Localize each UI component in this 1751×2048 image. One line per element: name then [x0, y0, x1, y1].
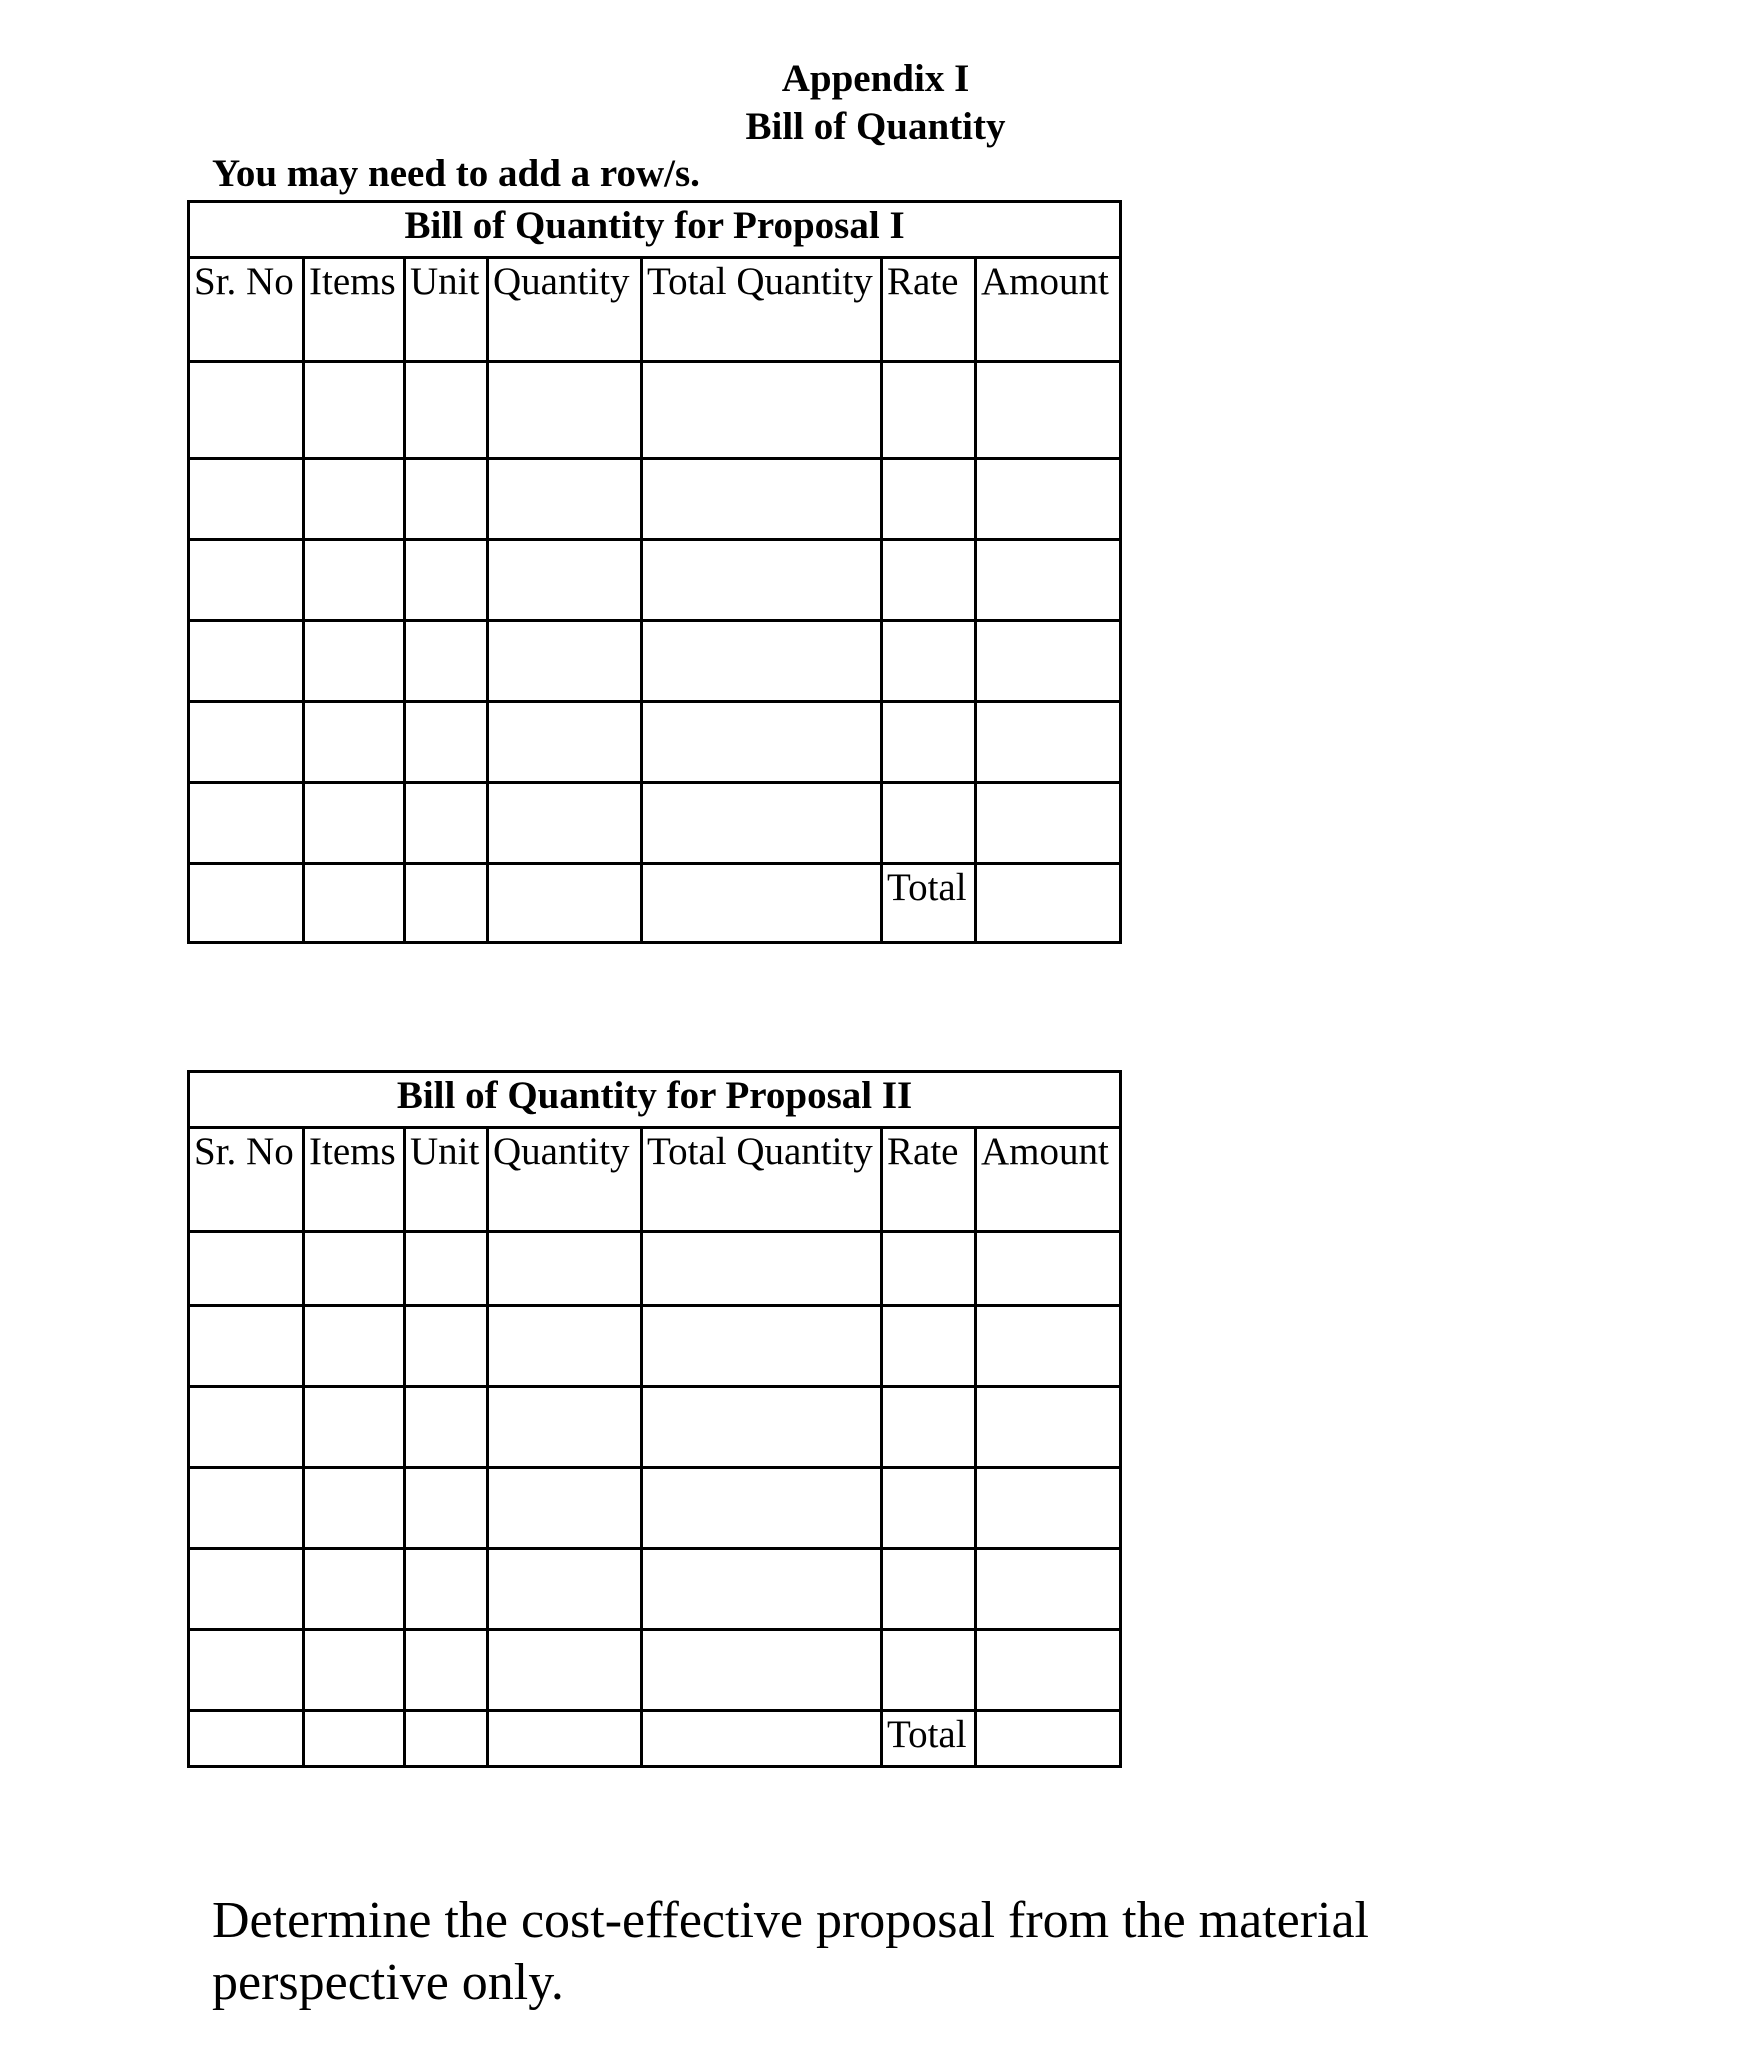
table-cell[interactable]: [405, 540, 488, 621]
table-cell[interactable]: [882, 459, 976, 540]
table-row: [189, 1549, 1121, 1630]
col-header-total-quantity: Total Quantity: [642, 1128, 882, 1232]
table-cell[interactable]: [882, 1306, 976, 1387]
table-cell[interactable]: [405, 1387, 488, 1468]
table-cell[interactable]: [488, 362, 642, 459]
table-cell[interactable]: [304, 1630, 405, 1711]
table-cell[interactable]: [488, 1549, 642, 1630]
table-cell[interactable]: [189, 362, 304, 459]
table-cell[interactable]: [882, 702, 976, 783]
table-cell[interactable]: [976, 1549, 1121, 1630]
table-cell[interactable]: [642, 1306, 882, 1387]
table-cell[interactable]: [304, 1232, 405, 1306]
table-caption: Bill of Quantity for Proposal II: [189, 1072, 1121, 1128]
table-cell[interactable]: [405, 1468, 488, 1549]
table-cell[interactable]: [642, 1549, 882, 1630]
table-row: [189, 459, 1121, 540]
table-row: [189, 783, 1121, 864]
table-cell[interactable]: [189, 783, 304, 864]
table-cell[interactable]: [976, 1387, 1121, 1468]
col-header-sr-no: Sr. No: [189, 1128, 304, 1232]
instruction-text: Determine the cost-effective proposal from the material perspective only.: [212, 1892, 1369, 2011]
table-cell[interactable]: [189, 1387, 304, 1468]
col-header-rate: Rate: [882, 1128, 976, 1232]
table-cell[interactable]: [488, 459, 642, 540]
table-row: [189, 702, 1121, 783]
col-header-amount: Amount: [976, 1128, 1121, 1232]
appendix-subtitle: Bill of Quantity: [745, 105, 1006, 148]
table-cell[interactable]: [405, 621, 488, 702]
table-cell[interactable]: [976, 702, 1121, 783]
table-cell[interactable]: [405, 1232, 488, 1306]
table-row: [189, 1468, 1121, 1549]
table-cell[interactable]: [488, 1387, 642, 1468]
table-cell[interactable]: [488, 1711, 642, 1767]
table-cell[interactable]: [488, 540, 642, 621]
table-cell[interactable]: [189, 459, 304, 540]
add-rows-note: You may need to add a row/s.: [212, 152, 700, 195]
col-header-unit: Unit: [405, 258, 488, 362]
table-cell[interactable]: [642, 540, 882, 621]
table-cell[interactable]: [405, 702, 488, 783]
col-header-unit: Unit: [405, 1128, 488, 1232]
col-header-items: Items: [304, 1128, 405, 1232]
table-cell[interactable]: [642, 1711, 882, 1767]
table-cell[interactable]: [304, 362, 405, 459]
col-header-amount: Amount: [976, 258, 1121, 362]
table-cell[interactable]: [304, 1387, 405, 1468]
table-cell[interactable]: [189, 864, 304, 943]
table-cell[interactable]: [189, 1306, 304, 1387]
table-row: [189, 540, 1121, 621]
table-cell[interactable]: [405, 459, 488, 540]
table-cell[interactable]: [304, 1711, 405, 1767]
table-cell[interactable]: [405, 1306, 488, 1387]
table-cell[interactable]: [882, 540, 976, 621]
table-row: [189, 1387, 1121, 1468]
table-cell[interactable]: [189, 540, 304, 621]
total-amount-cell[interactable]: [976, 1711, 1121, 1767]
table-cell[interactable]: [882, 1387, 976, 1468]
table-cell[interactable]: [642, 864, 882, 943]
table-cell[interactable]: [189, 1549, 304, 1630]
table-cell[interactable]: [304, 864, 405, 943]
table-cell[interactable]: [642, 1387, 882, 1468]
table-cell[interactable]: [405, 864, 488, 943]
col-header-quantity: Quantity: [488, 258, 642, 362]
appendix-title: Appendix I: [781, 57, 970, 100]
table-cell[interactable]: [304, 783, 405, 864]
table-cell[interactable]: [189, 621, 304, 702]
table-cell[interactable]: [304, 1306, 405, 1387]
table-cell[interactable]: [882, 1468, 976, 1549]
table-row: [189, 1306, 1121, 1387]
table-cell[interactable]: [189, 702, 304, 783]
table-cell[interactable]: [488, 1468, 642, 1549]
table-cell[interactable]: [304, 621, 405, 702]
table-cell[interactable]: [976, 783, 1121, 864]
table-cell[interactable]: [642, 459, 882, 540]
table-cell[interactable]: [304, 702, 405, 783]
table-cell[interactable]: [304, 1468, 405, 1549]
boq-table-proposal-1: [187, 200, 1122, 944]
boq-table-proposal-2: [187, 1070, 1122, 1768]
total-amount-cell[interactable]: [976, 864, 1121, 943]
table-row: [189, 362, 1121, 459]
total-row: [189, 1711, 1121, 1767]
table-cell[interactable]: [304, 459, 405, 540]
table-cell[interactable]: [642, 1630, 882, 1711]
table-cell[interactable]: [882, 621, 976, 702]
table-cell[interactable]: [405, 1711, 488, 1767]
table-cell[interactable]: [405, 1630, 488, 1711]
table-cell[interactable]: [405, 362, 488, 459]
table-cell[interactable]: [976, 621, 1121, 702]
table-cell[interactable]: [642, 1468, 882, 1549]
table-cell[interactable]: [976, 540, 1121, 621]
total-label: Total: [882, 864, 976, 943]
col-header-quantity: Quantity: [488, 1128, 642, 1232]
total-row: [189, 864, 1121, 943]
table-cell[interactable]: [642, 362, 882, 459]
total-label: Total: [882, 1711, 976, 1767]
table-cell[interactable]: [976, 1306, 1121, 1387]
col-header-total-quantity: Total Quantity: [642, 258, 882, 362]
table-cell[interactable]: [882, 1232, 976, 1306]
table-cell[interactable]: [488, 1232, 642, 1306]
table-cell[interactable]: [976, 1630, 1121, 1711]
table-cell[interactable]: [304, 1549, 405, 1630]
table-cell[interactable]: [405, 1549, 488, 1630]
table-caption: Bill of Quantity for Proposal I: [189, 202, 1121, 258]
table-row: [189, 1630, 1121, 1711]
table-cell[interactable]: [976, 459, 1121, 540]
table-cell[interactable]: [882, 1549, 976, 1630]
table-cell[interactable]: [189, 1630, 304, 1711]
table-cell[interactable]: [642, 621, 882, 702]
table-cell[interactable]: [488, 783, 642, 864]
table-cell[interactable]: [642, 783, 882, 864]
table-cell[interactable]: [488, 702, 642, 783]
table-cell[interactable]: [882, 783, 976, 864]
table-cell[interactable]: [488, 1630, 642, 1711]
table-cell[interactable]: [882, 1630, 976, 1711]
table-cell[interactable]: [189, 1232, 304, 1306]
table-row: [189, 621, 1121, 702]
table-cell[interactable]: [976, 362, 1121, 459]
table-cell[interactable]: [882, 362, 976, 459]
table-cell[interactable]: [488, 864, 642, 943]
col-header-sr-no: Sr. No: [189, 258, 304, 362]
table-cell[interactable]: [976, 1232, 1121, 1306]
table-cell[interactable]: [189, 1468, 304, 1549]
col-header-items: Items: [304, 258, 405, 362]
table-cell[interactable]: [488, 1306, 642, 1387]
table-cell[interactable]: [405, 783, 488, 864]
table-cell[interactable]: [642, 1232, 882, 1306]
col-header-rate: Rate: [882, 258, 976, 362]
table-cell[interactable]: [189, 1711, 304, 1767]
table-cell[interactable]: [642, 702, 882, 783]
table-row: [189, 1232, 1121, 1306]
table-cell[interactable]: [304, 540, 405, 621]
table-cell[interactable]: [976, 1468, 1121, 1549]
table-cell[interactable]: [488, 621, 642, 702]
